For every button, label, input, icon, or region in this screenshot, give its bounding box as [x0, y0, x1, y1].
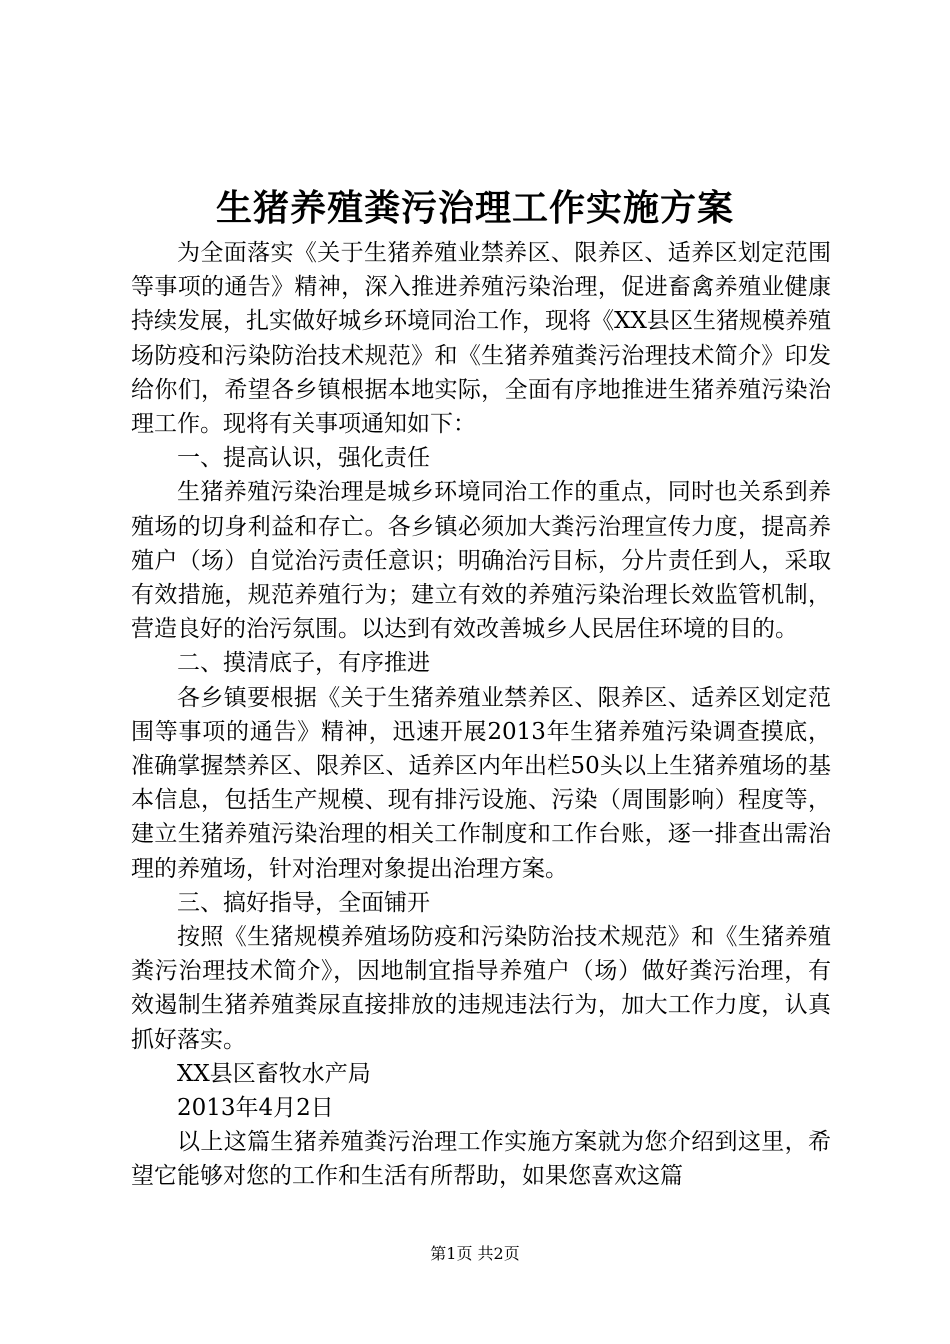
section-paragraph-3: 按照《生猪规模养殖场防疫和污染防治技术规范》和《生猪养殖粪污治理技术简介》，因地制宜指导养殖户（场）做好粪污治理，有效遏制生猪养殖粪尿直接排放的违规违法行为，加大工作力度，认真抓好落实。: [131, 924, 831, 1053]
date-line: 2013年4月2日: [177, 1095, 334, 1122]
closing-paragraph: 以上这篇生猪养殖粪污治理工作实施方案就为您介绍到这里，希望它能够对您的工作和生活有所帮助，如果您喜欢这篇: [131, 1129, 831, 1190]
document-body: [131, 236, 831, 1194]
section-paragraph-1: 生猪养殖污染治理是城乡环境同治工作的重点，同时也关系到养殖场的切身利益和存亡。各乡镇必须加大粪污治理宣传力度，提高养殖户（场）自觉治污责任意识；明确治污目标，分片责任到人，采取有效措施，规范养殖行为；建立有效的养殖污染治理长效监管机制，营造良好的治污氛围。以达到有效改善城乡人民居住环境的目的。: [131, 479, 831, 643]
intro-paragraph: 为全面落实《关于生猪养殖业禁养区、限养区、适养区划定范围等事项的通告》精神，深入推进养殖污染治理，促进畜禽养殖业健康持续发展，扎实做好城乡环境同治工作，现将《XX县区生猪规模养殖场防疫和污染防治技术规范》和《生猪养殖粪污治理技术简介》印发给你们，希望各乡镇根据本地实际，全面有序地推进生猪养殖污染治理工作。现将有关事项通知如下：: [131, 240, 831, 438]
page-footer: 第1页 共2页: [430, 1244, 520, 1263]
document-title: 生猪养殖粪污治理工作实施方案: [215, 187, 734, 229]
section-heading-3: 三、搞好指导，全面铺开: [177, 889, 430, 916]
section-heading-1: 一、提高认识，强化责任: [177, 445, 430, 472]
section-paragraph-2: 各乡镇要根据《关于生猪养殖业禁养区、限养区、适养区划定范围等事项的通告》精神，迅速开展2013年生猪养殖污染调查摸底，准确掌握禁养区、限养区、适养区内年出栏50头以上生猪养殖场的基本信息，包括生产规模、现有排污设施、污染（周围影响）程度等，建立生猪养殖污染治理的相关工作制度和工作台账，逐一排查出需治理的养殖场，针对治理对象提出治理方案。: [131, 684, 831, 882]
issuer-line: XX县区畜牧水产局: [177, 1060, 371, 1087]
section-heading-2: 二、摸清底子，有序推进: [177, 650, 430, 677]
